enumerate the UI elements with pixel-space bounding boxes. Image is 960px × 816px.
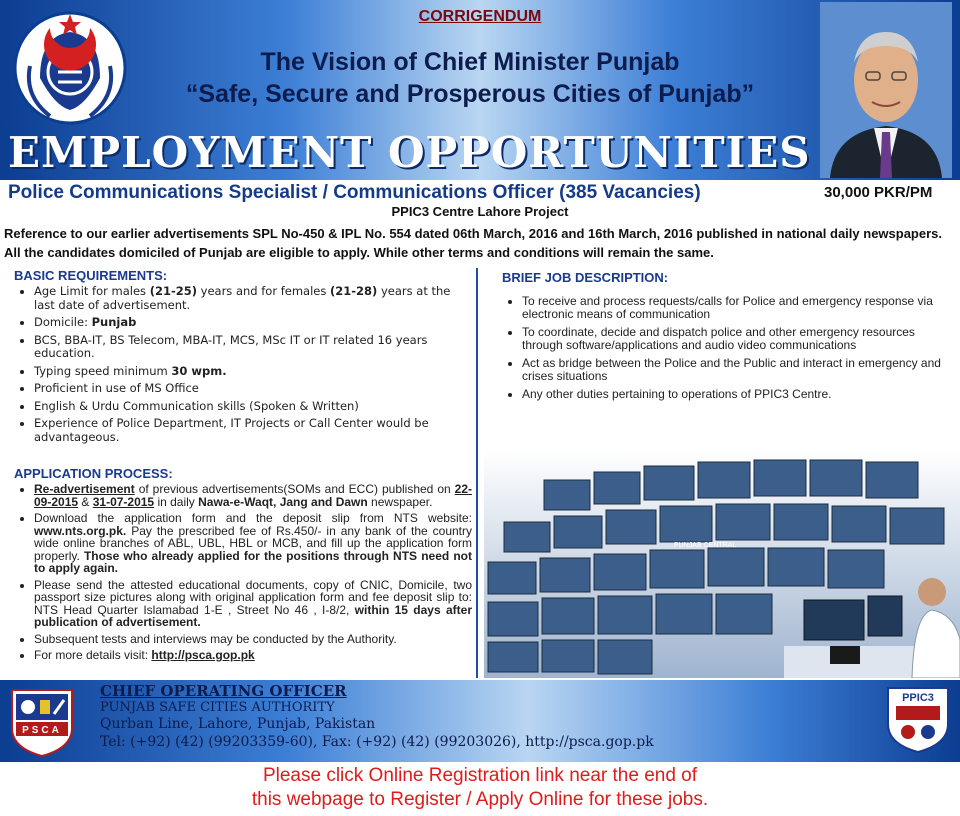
slogan-heading: “Safe, Secure and Prosperous Cities of Punjab” xyxy=(185,80,755,108)
application-process xyxy=(10,466,472,666)
footer-contact: Tel: (+92) (42) (99203359-60), Fax: (+92) (42) (99203026), http://psca.gop.pk xyxy=(100,734,654,750)
list-item: • Age Limit for males (21-25) years and for females (21-28) years at the last date of advertisement. xyxy=(34,285,472,312)
psca-website-link[interactable]: http://psca.gop.pk xyxy=(151,648,255,662)
job-description-title: BRIEF JOB DESCRIPTION: xyxy=(502,270,669,285)
project-name: PPIC3 Centre Lahore Project xyxy=(391,204,569,219)
list-item: • To receive and process requests/calls for Police and emergency response via electronic means of communication xyxy=(522,295,948,320)
list-item: • Please send the attested educational documents, copy of CNIC, Domicile, two passport size pictures along with original application form and fee deposit slip to: NTS Head Quarter Islamabad 1-E , Street No 46 , I-8/2, within 15 days after publication of advertisement. xyxy=(34,579,472,629)
list-item: • English & Urdu Communication skills (Spoken & Written) xyxy=(34,400,472,414)
list-item: • For more details visit: http://psca.gop.pk xyxy=(34,649,472,662)
nts-website-link[interactable]: www.nts.org.pk. xyxy=(34,523,127,538)
psca-logo-text: PSCA xyxy=(22,725,62,736)
ppic3-logo-text: PPIC3 xyxy=(902,692,934,704)
footer-banner xyxy=(0,680,960,762)
position-title: Police Communications Specialist / Communications Officer (385 Vacancies) xyxy=(8,182,701,203)
notice-line-2: this webpage to Register / Apply Online for these jobs. xyxy=(251,789,709,810)
application-list xyxy=(10,483,472,662)
job-list xyxy=(498,295,948,401)
registration-notice xyxy=(0,764,960,812)
column-divider xyxy=(476,268,478,678)
list-item: • Domicile: Punjab xyxy=(34,316,472,330)
footer-address: Qurban Line, Lahore, Punjab, Pakistan xyxy=(100,716,376,732)
header-banner xyxy=(0,0,960,180)
chief-minister-portrait xyxy=(820,2,952,178)
footer-officer: CHIEF OPERATING OFFICER xyxy=(100,682,347,700)
requirements-list xyxy=(10,285,472,444)
list-item: • BCS, BBA-IT, BS Telecom, MBA-IT, MCS, MSc IT or IT related 16 years education. xyxy=(34,334,472,361)
basic-requirements-title: BASIC REQUIREMENTS: xyxy=(14,268,168,283)
job-description xyxy=(498,270,948,407)
application-process-title: APPLICATION PROCESS: xyxy=(14,466,173,481)
footer-authority: PUNJAB SAFE CITIES AUTHORITY xyxy=(100,700,335,715)
punjab-police-logo xyxy=(10,6,130,126)
wall-label: PUNJAB CENTRAL xyxy=(674,542,737,549)
list-item: • Act as bridge between the Police and the Public and interact in emergency and crises situations xyxy=(522,357,948,382)
reference-paragraph: Reference to our earlier advertisements SPL No-450 & IPL No. 554 dated 06th March, 2016 and 16th March, 2016 published in national daily newspapers. All the candidates domiciled of Punjab are eligible to apply. While other terms and conditions will remain the same. xyxy=(4,226,943,260)
vision-heading: The Vision of Chief Minister Punjab xyxy=(260,48,680,76)
list-item: • Proficient in use of MS Office xyxy=(34,382,472,396)
salary: 30,000 PKR/PM xyxy=(824,184,933,201)
list-item: • Any other duties pertaining to operations of PPIC3 Centre. xyxy=(522,388,948,401)
employment-title: EMPLOYMENT OPPORTUNITIES xyxy=(8,128,811,177)
ppic3-logo xyxy=(886,684,950,754)
list-item: • Re-advertisement of previous advertisements(SOMs and ECC) published on 22-09-2015 & 31-07-2015 in daily Nawa-e-Waqt, Jang and Dawn newspaper. xyxy=(34,483,472,508)
psca-logo xyxy=(6,684,78,758)
corrigendum-heading: CORRIGENDUM xyxy=(418,8,542,25)
basic-requirements xyxy=(10,268,472,448)
control-room-photo xyxy=(484,450,960,678)
list-item: • Typing speed minimum 30 wpm. xyxy=(34,365,472,379)
list-item: • Subsequent tests and interviews may be conducted by the Authority. xyxy=(34,633,472,646)
list-item: • To coordinate, decide and dispatch police and other emergency resources through software/applications and audio video communications xyxy=(522,326,948,351)
list-item: • Download the application form and the deposit slip from NTS website: www.nts.org.pk. Pay the prescribed fee of Rs.450/- in any bank of the country wide online branches of ABL, UBL, HBL or MCB, and fill up the application form properly. Those who already applied for the positions through NTS need not to apply again. xyxy=(34,512,472,575)
notice-line-1: Please click Online Registration link near the end of xyxy=(262,765,698,786)
list-item: • Experience of Police Department, IT Projects or Call Center would be advantageous. xyxy=(34,417,472,444)
